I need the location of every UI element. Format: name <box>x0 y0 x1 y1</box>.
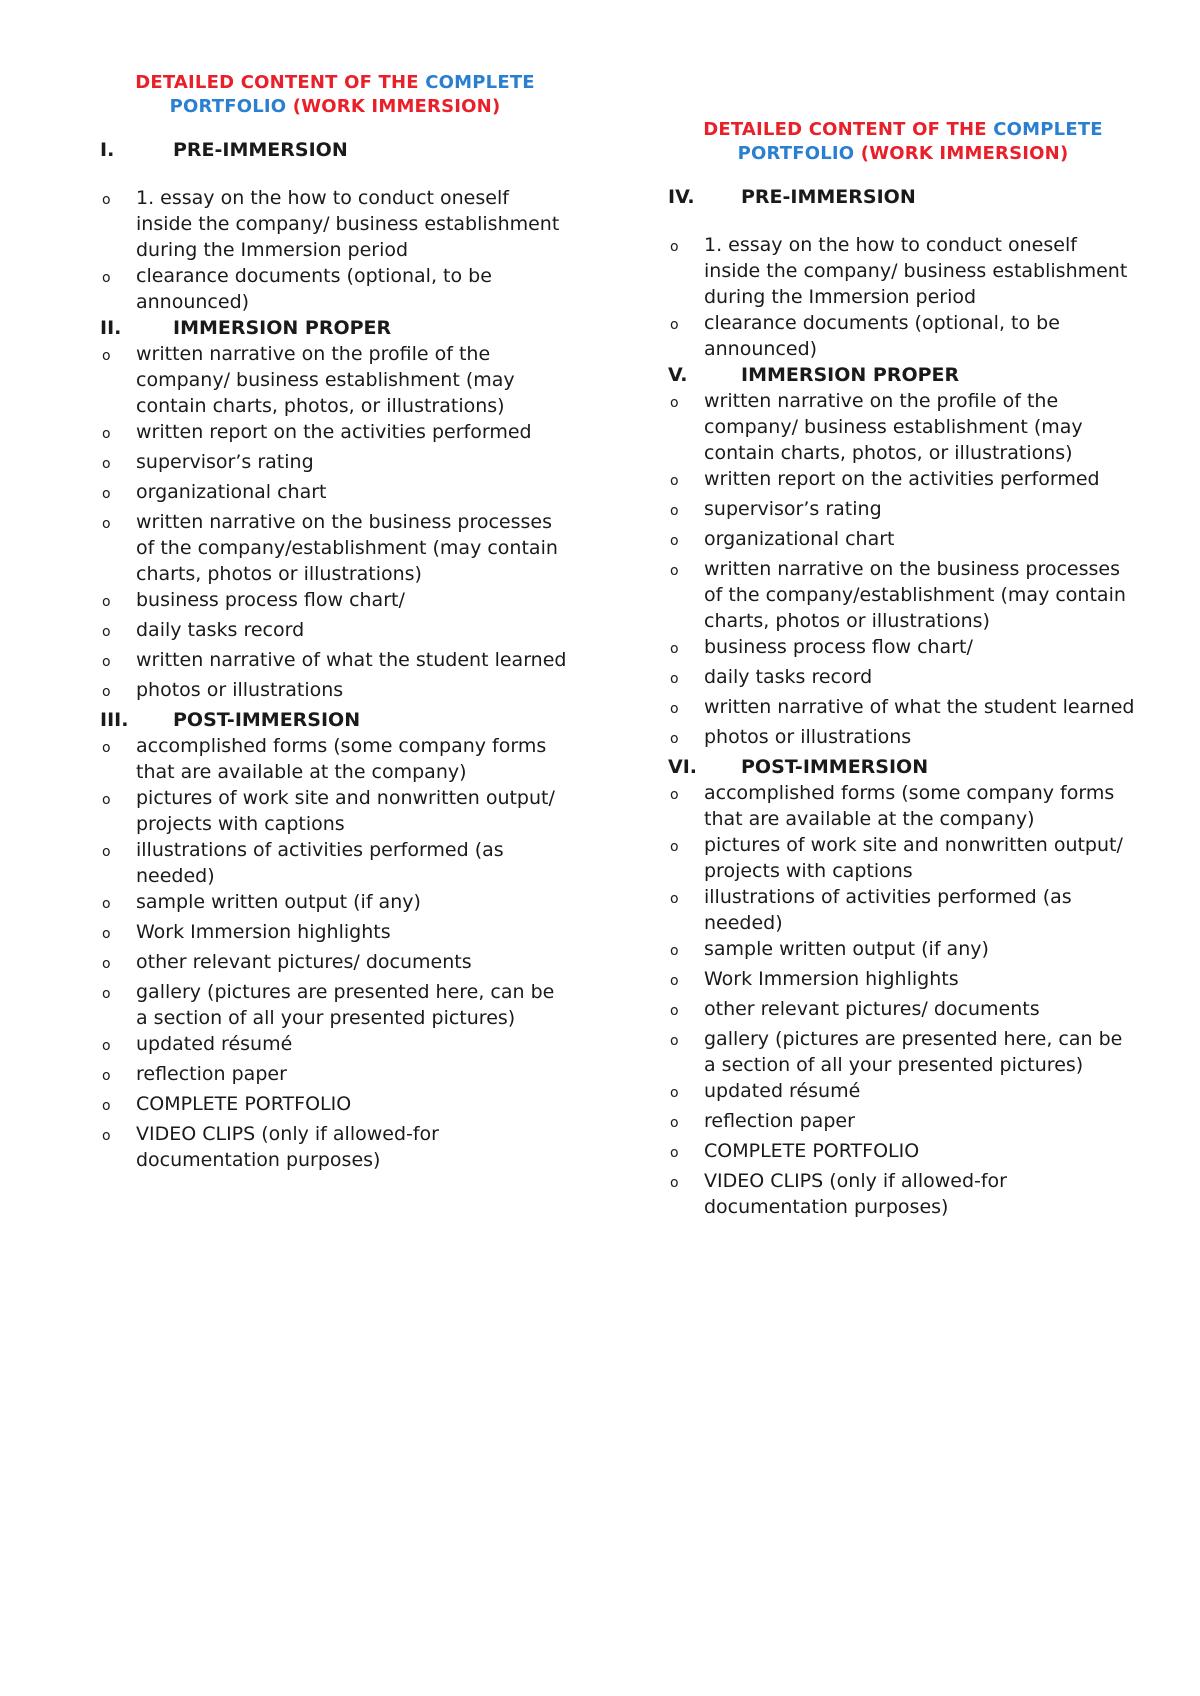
list-item-text: updated résumé <box>136 1033 293 1055</box>
list-item-text: organizational chart <box>704 528 895 550</box>
list-item <box>668 1078 1138 1108</box>
bullet-icon: o <box>670 395 679 411</box>
bullet-icon: o <box>670 787 679 803</box>
section-heading <box>668 362 1138 388</box>
list-item <box>668 996 1138 1026</box>
list-item-text: other relevant pictures/ documents <box>136 951 472 973</box>
list-item <box>668 724 1138 754</box>
list-item <box>668 1108 1138 1138</box>
list-item-text: VIDEO CLIPS (only if allowed-for documentation purposes) <box>136 1123 439 1171</box>
document-title <box>100 71 570 119</box>
list-item <box>100 419 570 449</box>
section-title: IMMERSION PROPER <box>173 317 392 339</box>
list-item <box>100 1091 570 1121</box>
bullet-icon: o <box>670 943 679 959</box>
list-item <box>100 785 570 837</box>
list-item <box>100 263 570 315</box>
section-title: PRE-IMMERSION <box>741 186 916 208</box>
section-heading <box>668 754 1138 780</box>
list-item <box>668 936 1138 966</box>
list-item-text: 1. essay on the how to conduct oneself inside the company/ business establishment during the Immersion period <box>136 187 560 261</box>
list-item-text: COMPLETE PORTFOLIO <box>704 1140 920 1162</box>
bullet-icon: o <box>102 956 111 972</box>
list-item-text: pictures of work site and nonwritten output/ projects with captions <box>704 834 1123 882</box>
bullet-icon: o <box>670 1033 679 1049</box>
title-text-blue: COMPLETE PORTFOLIO <box>737 119 1103 164</box>
bullet-icon: o <box>102 1068 111 1084</box>
list-item-text: supervisor’s rating <box>704 498 882 520</box>
list-item-text: written narrative of what the student learned <box>704 696 1135 718</box>
bullet-icon: o <box>102 740 111 756</box>
section-heading <box>668 184 1138 210</box>
list-item <box>100 1031 570 1061</box>
list-item <box>100 919 570 949</box>
bullet-icon: o <box>670 1115 679 1131</box>
bullet-icon: o <box>670 1003 679 1019</box>
bullet-icon: o <box>670 239 679 255</box>
bullet-icon: o <box>102 192 111 208</box>
section-number: I. <box>100 139 115 161</box>
list-item-text: supervisor’s rating <box>136 451 314 473</box>
bullet-icon: o <box>102 844 111 860</box>
list-item-text: organizational chart <box>136 481 327 503</box>
section-item-list <box>100 341 570 707</box>
list-item-text: written narrative of what the student learned <box>136 649 567 671</box>
list-item <box>100 185 570 263</box>
section-title: PRE-IMMERSION <box>173 139 348 161</box>
section-number: V. <box>668 364 688 386</box>
list-item <box>668 556 1138 634</box>
section-item-list <box>668 388 1138 754</box>
list-item <box>668 496 1138 526</box>
list-item <box>668 664 1138 694</box>
bullet-icon: o <box>670 533 679 549</box>
bullet-icon: o <box>102 792 111 808</box>
bullet-icon: o <box>102 1038 111 1054</box>
list-item <box>100 647 570 677</box>
list-item <box>100 979 570 1031</box>
list-item-text: gallery (pictures are presented here, can be a section of all your presented pictures) <box>136 981 555 1029</box>
list-item-text: written report on the activities performed <box>136 421 532 443</box>
section-title: POST-IMMERSION <box>741 756 929 778</box>
list-item-text: clearance documents (optional, to be announced) <box>136 265 492 313</box>
list-item <box>668 634 1138 664</box>
bullet-icon: o <box>102 986 111 1002</box>
list-item <box>668 884 1138 936</box>
list-item <box>668 232 1138 310</box>
bullet-icon: o <box>670 1085 679 1101</box>
list-item-text: reflection paper <box>704 1110 855 1132</box>
list-item-text: sample written output (if any) <box>704 938 989 960</box>
bullet-icon: o <box>102 896 111 912</box>
bullet-icon: o <box>670 731 679 747</box>
list-item-text: accomplished forms (some company forms that are available at the company) <box>136 735 547 783</box>
bullet-icon: o <box>670 503 679 519</box>
list-item-text: business process flow chart/ <box>704 636 973 658</box>
bullet-icon: o <box>670 671 679 687</box>
list-item-text: 1. essay on the how to conduct oneself inside the company/ business establishment during the Immersion period <box>704 234 1128 308</box>
list-item-text: updated résumé <box>704 1080 861 1102</box>
section-number: VI. <box>668 756 697 778</box>
list-item-text: written report on the activities performed <box>704 468 1100 490</box>
list-item <box>100 479 570 509</box>
section-title: IMMERSION PROPER <box>741 364 960 386</box>
list-item <box>100 733 570 785</box>
bullet-icon: o <box>102 486 111 502</box>
document-title <box>668 118 1138 166</box>
bullet-icon: o <box>670 1175 679 1191</box>
list-item-text: reflection paper <box>136 1063 287 1085</box>
list-item <box>100 449 570 479</box>
list-item-text: Work Immersion highlights <box>704 968 959 990</box>
list-item <box>668 694 1138 724</box>
list-item <box>668 1026 1138 1078</box>
section-title: POST-IMMERSION <box>173 709 361 731</box>
list-item <box>668 466 1138 496</box>
bullet-icon: o <box>102 270 111 286</box>
section-item-list <box>668 232 1138 362</box>
title-text-red: (WORK IMMERSION) <box>286 96 501 117</box>
list-item-text: written narrative on the business processes of the company/establishment (may contain charts, photos or illustrations) <box>704 558 1126 632</box>
list-item-text: clearance documents (optional, to be announced) <box>704 312 1060 360</box>
section-number: IV. <box>668 186 695 208</box>
list-item-text: illustrations of activities performed (as needed) <box>704 886 1072 934</box>
section-heading <box>100 137 570 163</box>
list-item-text: VIDEO CLIPS (only if allowed-for documentation purposes) <box>704 1170 1007 1218</box>
list-item <box>100 837 570 889</box>
bullet-icon: o <box>670 973 679 989</box>
bullet-icon: o <box>102 516 111 532</box>
section-item-list <box>100 185 570 315</box>
list-item <box>668 832 1138 884</box>
list-item <box>100 949 570 979</box>
list-item-text: Work Immersion highlights <box>136 921 391 943</box>
title-text-blue: COMPLETE PORTFOLIO <box>169 72 535 117</box>
list-item <box>668 780 1138 832</box>
title-text-red: (WORK IMMERSION) <box>854 143 1069 164</box>
bullet-icon: o <box>102 926 111 942</box>
title-text-red: DETAILED CONTENT OF THE <box>135 72 426 93</box>
section-heading <box>100 707 570 733</box>
bullet-icon: o <box>670 317 679 333</box>
bullet-icon: o <box>670 839 679 855</box>
list-item-text: business process flow chart/ <box>136 589 405 611</box>
bullet-icon: o <box>670 473 679 489</box>
bullet-icon: o <box>670 641 679 657</box>
list-item-text: written narrative on the profile of the company/ business establishment (may contain charts, photos, or illustrations) <box>704 390 1083 464</box>
list-item-text: COMPLETE PORTFOLIO <box>136 1093 352 1115</box>
list-item <box>100 889 570 919</box>
bullet-icon: o <box>102 348 111 364</box>
list-item-text: daily tasks record <box>704 666 873 688</box>
list-item-text: written narrative on the business processes of the company/establishment (may contain charts, photos or illustrations) <box>136 511 558 585</box>
left-column <box>100 71 570 1173</box>
bullet-icon: o <box>102 1128 111 1144</box>
list-item <box>668 310 1138 362</box>
list-item-text: sample written output (if any) <box>136 891 421 913</box>
bullet-icon: o <box>102 1098 111 1114</box>
list-item <box>100 587 570 617</box>
list-item-text: pictures of work site and nonwritten output/ projects with captions <box>136 787 555 835</box>
bullet-icon: o <box>670 563 679 579</box>
section-number: II. <box>100 317 122 339</box>
bullet-icon: o <box>102 624 111 640</box>
bullet-icon: o <box>670 891 679 907</box>
bullet-icon: o <box>102 594 111 610</box>
list-item <box>100 677 570 707</box>
list-item-text: gallery (pictures are presented here, can be a section of all your presented pictures) <box>704 1028 1123 1076</box>
title-text-red: DETAILED CONTENT OF THE <box>703 119 994 140</box>
list-item <box>668 966 1138 996</box>
list-item-text: daily tasks record <box>136 619 305 641</box>
bullet-icon: o <box>102 684 111 700</box>
bullet-icon: o <box>670 1145 679 1161</box>
list-item-text: photos or illustrations <box>704 726 912 748</box>
list-item <box>100 1061 570 1091</box>
list-item <box>668 1138 1138 1168</box>
bullet-icon: o <box>102 456 111 472</box>
bullet-icon: o <box>102 426 111 442</box>
section-item-list <box>100 733 570 1173</box>
list-item <box>100 1121 570 1173</box>
section-heading <box>100 315 570 341</box>
right-column <box>668 118 1138 1220</box>
list-item <box>668 388 1138 466</box>
list-item-text: photos or illustrations <box>136 679 344 701</box>
list-item <box>100 509 570 587</box>
section-number: III. <box>100 709 129 731</box>
list-item <box>668 1168 1138 1220</box>
list-item-text: illustrations of activities performed (as needed) <box>136 839 504 887</box>
bullet-icon: o <box>102 654 111 670</box>
list-item <box>100 617 570 647</box>
list-item-text: accomplished forms (some company forms that are available at the company) <box>704 782 1115 830</box>
bullet-icon: o <box>670 701 679 717</box>
list-item <box>668 526 1138 556</box>
list-item-text: written narrative on the profile of the company/ business establishment (may contain charts, photos, or illustrations) <box>136 343 515 417</box>
section-item-list <box>668 780 1138 1220</box>
list-item <box>100 341 570 419</box>
list-item-text: other relevant pictures/ documents <box>704 998 1040 1020</box>
